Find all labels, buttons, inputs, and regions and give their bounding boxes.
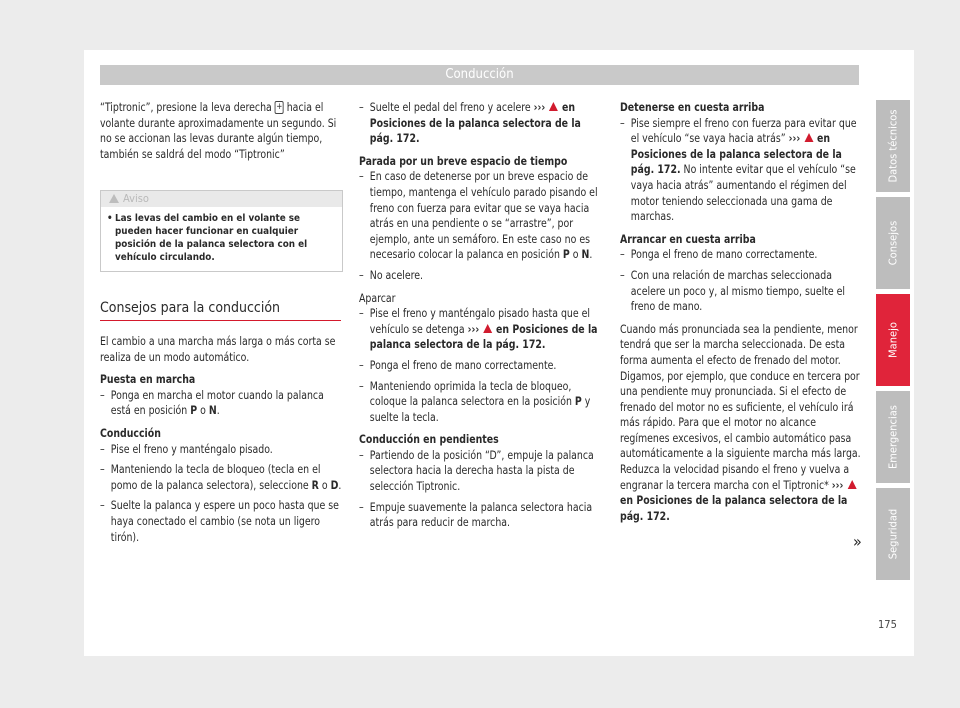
list-item: – Con una relación de marchas seleccionada acelere un poco y, al mismo tiempo, suelte el freno de mano. — [620, 267, 846, 314]
heading-arrancar: Arrancar en cuesta arriba — [620, 231, 756, 246]
tab-datos-tecnicos[interactable]: Datos técnicos — [876, 100, 910, 192]
body-paragraph: Cuando más pronunciada sea la pendiente, menor tendrá que ser la marcha seleccionada. De esta forma aumenta el efecto de frenado del motor. Digamos, por ejemplo, que conduce en tercera por una pendiente muy pronunciada. Si el efecto de frenado del motor no es suficiente, el vehículo irá más rápido. Para que el motor no alcance regímenes excesivos, el cambio automático pasa automáticamente a la siguiente marcha más larga. Reduzca la velocidad pisando el freno y vuelva a engranar la tercera marcha con el Tiptronic* ››› en Posiciones de la palanca selectora de la pág. 172. — [620, 321, 861, 523]
list-item: – Empuje suavemente la palanca selectora hacia atrás para reducir de marcha. — [359, 499, 593, 530]
bullet: • — [107, 213, 113, 224]
section-intro: El cambio a una marcha más larga o más corta se realiza de un modo automático. — [100, 334, 336, 364]
list-item: – Ponga el freno de mano correctamente. — [359, 357, 557, 372]
section-title: Consejos para la conducción — [100, 300, 341, 321]
aviso-body: • Las levas del cambio en el volante se pueden hacer funcionar en cualquier posición de la palanca selectora con el vehículo circulando. — [107, 213, 308, 263]
tab-manejo[interactable]: Manejo — [876, 294, 910, 386]
plus-paddle-icon: + — [276, 102, 283, 112]
warning-icon — [847, 480, 856, 489]
cross-reference-link[interactable]: en Posiciones de la palanca selectora de la pág. 172. — [630, 131, 842, 177]
tab-seguridad[interactable]: Seguridad — [876, 488, 910, 580]
cross-reference-link[interactable]: en Posiciones de la palanca selectora de la pág. 172 — [369, 100, 581, 146]
heading-conduccion: Conducción — [100, 425, 161, 440]
continue-arrow: » — [853, 532, 862, 551]
aviso-title: Aviso — [123, 192, 149, 205]
list-item: – Pise siempre el freno con fuerza para evitar que el vehículo “se vaya hacia atrás” ››› en Posiciones de la palanca selectora de la pág. 172. No intente evitar que el vehículo “se vaya hacia atrás” aumentando el régimen del motor teniendo seleccionada una gama de marchas. — [620, 115, 857, 224]
cross-reference-link[interactable]: en Posiciones de la palanca selectora de la pág. 172 — [369, 321, 598, 352]
tab-emergencias[interactable]: Emergencias — [876, 391, 910, 483]
list-item: – Pise el freno y manténgalo pisado hasta que el vehículo se detenga ››› en Posiciones de la palanca selectora de la pág. 172. — [359, 306, 598, 352]
list-item: – Manteniendo la tecla de bloqueo (tecla en el pomo de la palanca selectora), seleccione R o D. — [100, 462, 342, 492]
heading-parada: Parada por un breve espacio de tiempo — [359, 153, 568, 168]
aviso-header — [101, 191, 342, 207]
list-item: – Ponga en marcha el motor cuando la palanca está en posición P o N. — [100, 387, 324, 418]
page-number: 175 — [878, 618, 897, 631]
heading-puesta: Puesta en marcha — [100, 372, 196, 387]
column-1-lower — [100, 334, 343, 545]
column-3 — [620, 100, 863, 524]
list-item: – Manteniendo oprimida la tecla de bloqueo, coloque la palanca selectora en la posición P y suelte la tecla. — [359, 378, 591, 424]
warning-icon — [483, 324, 492, 333]
list-item: – Ponga el freno de mano correctamente. — [620, 247, 818, 262]
list-item: – Pise el freno y manténgalo pisado. — [100, 441, 273, 456]
intro-paragraph: “Tiptronic”, presione la leva derecha + hacia el volante durante aproximadamente un segundo. Si no se accionan las levas durante algún tiempo, también se saldrá del modo “Tiptronic” — [100, 100, 337, 161]
heading-detenerse: Detenerse en cuesta arriba — [620, 100, 765, 114]
aviso-box — [100, 190, 343, 272]
list-item: – Partiendo de la posición “D”, empuje la palanca selectora hacia la derecha hasta la pista de selección Tiptronic. — [359, 447, 594, 494]
column-2 — [359, 100, 602, 531]
list-item: – Suelte la palanca y espere un poco hasta que se haya conectado el cambio (se nota un ligero tirón). — [100, 498, 339, 544]
warning-icon — [549, 102, 558, 111]
list-item: – No acelere. — [359, 267, 424, 282]
column-1 — [100, 100, 343, 162]
heading-aparcar: Aparcar — [359, 290, 396, 305]
heading-pendientes: Conducción en pendientes — [359, 432, 499, 447]
warning-icon — [804, 133, 813, 142]
list-item: – Suelte el pedal del freno y acelere ››› en Posiciones de la palanca selectora de la pág. 172. — [359, 100, 581, 146]
page-header: Conducción — [100, 65, 859, 85]
tab-consejos[interactable]: Consejos — [876, 197, 910, 289]
cross-reference-link[interactable]: en Posiciones de la palanca selectora de la pág. 172 — [620, 493, 848, 523]
info-icon — [109, 194, 119, 203]
list-item: – En caso de detenerse por un breve espacio de tiempo, mantenga el vehículo parado pisando el freno con fuerza para evitar que se vaya hacia atrás en una pendiente o se “arrastre”, por ejemplo, ante un semáforo. En este caso no es necesario colocar la palanca en posición P o N. — [359, 169, 598, 262]
